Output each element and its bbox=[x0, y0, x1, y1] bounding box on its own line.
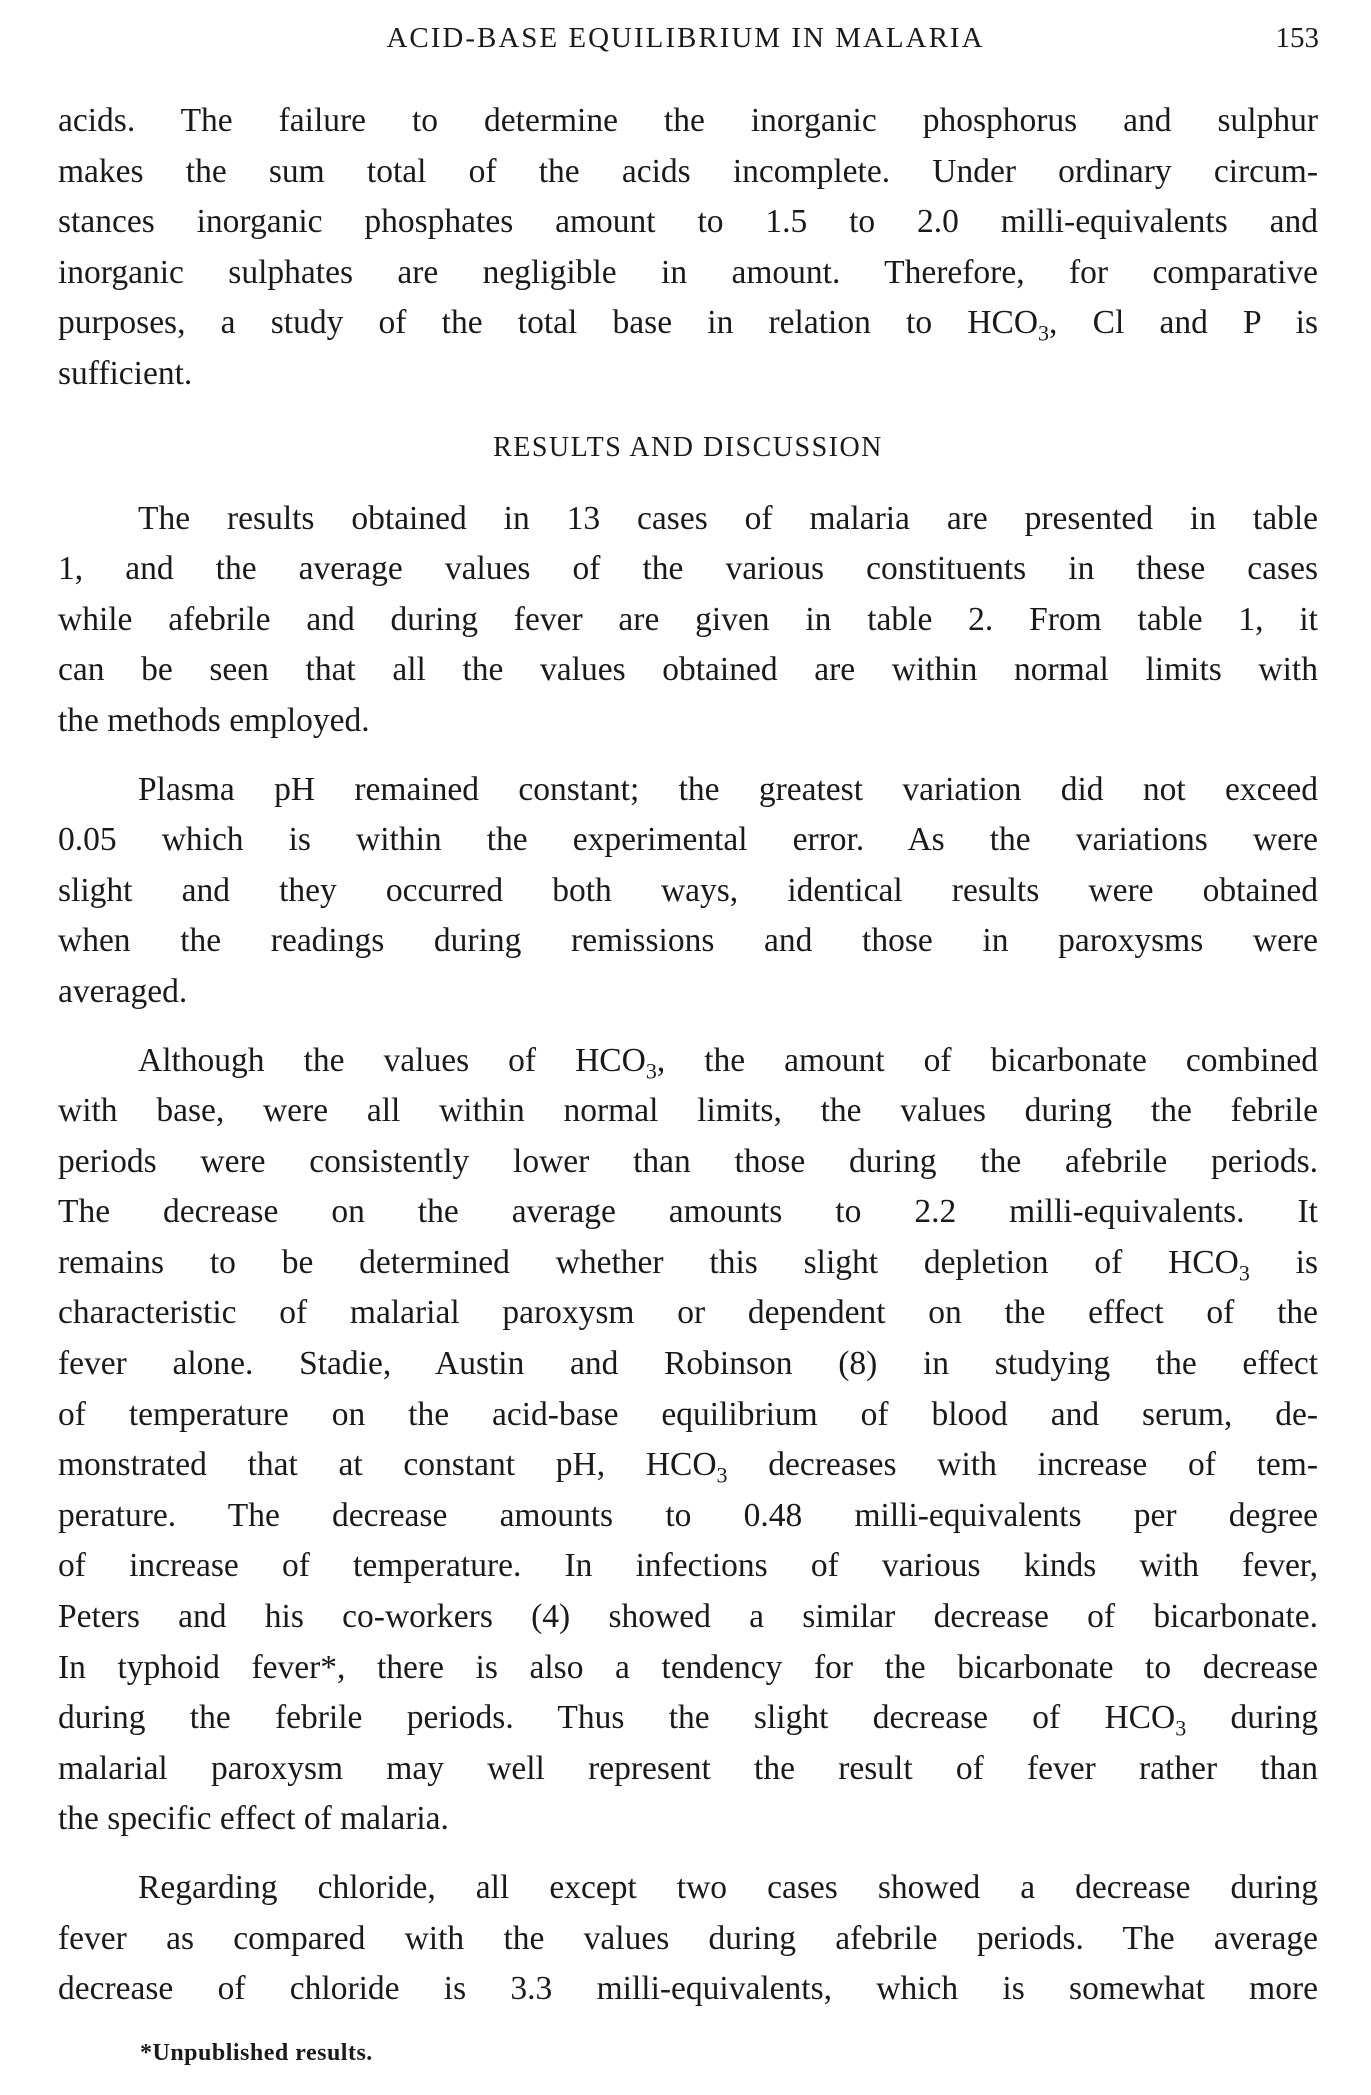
text-line: purposes, a study of the total base in relation to $HCO_3$, Cl and P is bbox=[58, 304, 1318, 347]
paragraph-chloride bbox=[58, 1863, 1318, 2015]
text-line: with base, were all within normal limits, the values during the febrile bbox=[58, 1092, 1318, 1130]
text-line: stances inorganic phosphates amount to 1.5 to 2.0 milli-equivalents and bbox=[58, 203, 1318, 241]
body-text bbox=[58, 96, 1318, 2015]
text-line: 1, and the average values of the various constituents in these cases bbox=[58, 550, 1318, 588]
text-line: fever as compared with the values during afebrile periods. The average bbox=[58, 1919, 1318, 1957]
text-line: the methods employed. bbox=[58, 701, 370, 739]
page-number: 153 bbox=[1275, 22, 1319, 54]
paragraph-continuation bbox=[58, 96, 1318, 400]
text-line: perature. The decrease amounts to 0.48 milli-equivalents per degree bbox=[58, 1496, 1318, 1534]
text-line: while afebrile and during fever are given in table 2. From table 1, it bbox=[58, 600, 1318, 638]
text-line: makes the sum total of the acids incomplete. Under ordinary circum- bbox=[58, 152, 1318, 190]
text-line: acids. The failure to determine the inorganic phosphorus and sulphur bbox=[58, 102, 1318, 139]
text-line: the specific effect of malaria. bbox=[58, 1800, 449, 1838]
text-line: when the readings during remissions and those in paroxysms were bbox=[58, 922, 1318, 960]
text-line: of temperature on the acid-base equilibrium of blood and serum, de- bbox=[58, 1395, 1318, 1433]
section-heading: RESULTS AND DISCUSSION bbox=[493, 431, 883, 463]
text-line: The decrease on the average amounts to 2.2 milli-equivalents. It bbox=[58, 1193, 1318, 1231]
text-line: characteristic of malarial paroxysm or dependent on the effect of the bbox=[58, 1294, 1318, 1332]
text-line: Regarding chloride, all except two cases showed a decrease during bbox=[138, 1869, 1318, 1906]
text-line: averaged. bbox=[58, 972, 188, 1010]
text-line: slight and they occurred both ways, identical results were obtained bbox=[58, 871, 1318, 909]
text-line: can be seen that all the values obtained are within normal limits with bbox=[58, 651, 1318, 689]
text-line: during the febrile periods. Thus the slight decrease of $HCO_3$ during bbox=[58, 1699, 1318, 1741]
text-line: inorganic sulphates are negligible in amount. Therefore, for comparative bbox=[58, 253, 1318, 291]
text-line: 0.05 which is within the experimental error. As the variations were bbox=[58, 821, 1318, 859]
footnote: *Unpublished results. bbox=[140, 2040, 373, 2066]
paragraph-bicarbonate bbox=[58, 1036, 1318, 1846]
paragraph-plasma-ph bbox=[58, 765, 1318, 1018]
text-line: remains to be determined whether this slight depletion of $HCO_3$ is bbox=[58, 1243, 1318, 1286]
text-line: The results obtained in 13 cases of malaria are presented in table bbox=[138, 499, 1318, 537]
text-line: periods were consistently lower than those during the afebrile periods. bbox=[58, 1142, 1318, 1180]
text-line: Peters and his co-workers (4) showed a similar decrease of bicarbonate. bbox=[58, 1598, 1318, 1636]
running-header bbox=[0, 22, 1371, 62]
text-line: decrease of chloride is 3.3 milli-equivalents, which is somewhat more bbox=[58, 1970, 1318, 2008]
text-line: Although the values of $HCO_3$, the amount of bicarbonate combined bbox=[138, 1041, 1318, 1084]
text-line: of increase of temperature. In infections of various kinds with fever, bbox=[58, 1547, 1318, 1585]
text-line: fever alone. Stadie, Austin and Robinson (8) in studying the effect bbox=[58, 1345, 1318, 1383]
running-title: ACID-BASE EQUILIBRIUM IN MALARIA bbox=[386, 22, 985, 54]
text-line: malarial paroxysm may well represent the result of fever rather than bbox=[58, 1749, 1318, 1787]
text-line: sufficient. bbox=[58, 354, 193, 392]
text-line: In typhoid fever*, there is also a tendency for the bicarbonate to decrease bbox=[58, 1648, 1318, 1686]
text-line: monstrated that at constant pH, $HCO_3$ decreases with increase of tem- bbox=[58, 1446, 1318, 1488]
paragraph-results bbox=[58, 494, 1318, 747]
text-line: Plasma pH remained constant; the greatest variation did not exceed bbox=[138, 770, 1318, 808]
